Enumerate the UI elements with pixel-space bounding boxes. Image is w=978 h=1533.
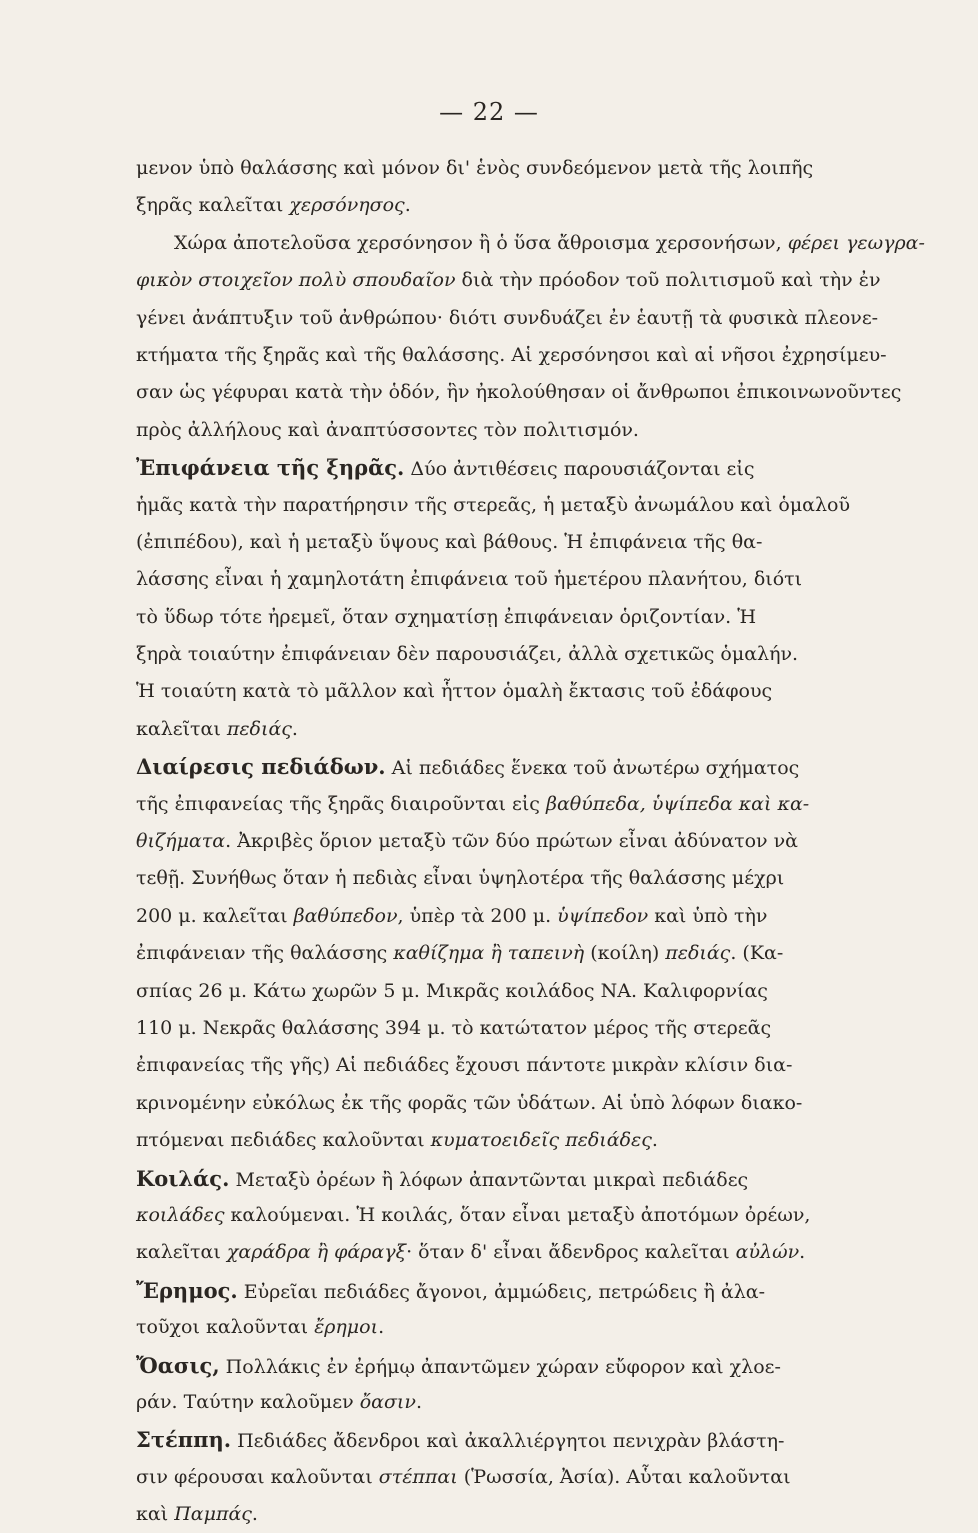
text-run: (Ῥωσσία, Ἀσία). Αὗται καλοῦνται — [457, 1465, 791, 1488]
text-run: πρὸς ἀλλήλους καὶ ἀναπτύσσοντες τὸν πολιτισμόν. — [136, 418, 639, 441]
section-heading: Ἐπιφάνεια τῆς ξηρᾶς. — [136, 455, 405, 481]
italic-term: αὐλών — [735, 1241, 800, 1264]
text-run: . — [415, 1390, 422, 1413]
text-run: μενον ὑπὸ θαλάσσης καὶ μόνον δι' ἑνὸς συνδεόμενον μετὰ τῆς λοιπῆς — [136, 157, 814, 179]
text-run: Χώρα ἀποτελοῦσα χερσόνησον ἢ ὁ ὕσα ἄθροισμα χερσονήσων, — [174, 231, 788, 254]
text-run: Ἡ τοιαύτη κατὰ τὸ μᾶλλον καὶ ἧττον ὁμαλὴ ἔκτασις τοῦ ἐδάφους — [136, 680, 773, 703]
text-run: σιν φέρουσαι καλοῦνται — [136, 1465, 379, 1488]
text-run: καλεῖται — [136, 1241, 227, 1264]
text-run: Εὐρεῖαι πεδιάδες ἄγονοι, ἀμμώδεις, πετρώδεις ἢ ἀλα- — [237, 1280, 766, 1303]
text-line — [136, 1384, 900, 1421]
text-run: · ὅταν δ' εἶναι ἄδενδρος καλεῖται — [406, 1241, 736, 1264]
text-run: Πολλάκις ἐν ἐρήμῳ ἀπαντῶμεν χώραν εὔφορον καὶ χλοε- — [219, 1355, 781, 1378]
text-run: 110 μ. Νεκρᾶς θαλάσσης 394 μ. τὸ κατώτατον μέρος τῆς στερεᾶς — [136, 1016, 772, 1039]
text-run: Μεταξὺ ὀρέων ἢ λόφων ἀπαντῶνται μικραὶ πεδιάδες — [229, 1168, 749, 1191]
italic-term: ὑψίπεδον — [557, 904, 649, 927]
italic-term: πεδιάς — [665, 942, 731, 965]
text-line — [136, 1122, 900, 1159]
italic-term: στέππαι — [378, 1465, 458, 1488]
page-text — [136, 150, 925, 1533]
text-run: καλούμεναι. Ἡ κοιλάς, ὅταν εἶναι μεταξὺ ἀποτόμων ὀρέων, — [224, 1203, 811, 1226]
text-line — [136, 898, 900, 935]
text-run: τεθῇ. Συνήθως ὅταν ἡ πεδιὰς εἶναι ὑψηλοτέρα τῆς θαλάσσης μέχρι — [136, 867, 785, 890]
text-run: καλεῖται — [136, 717, 227, 740]
text-run: πτόμεναι πεδιάδες καλοῦνται — [136, 1129, 431, 1152]
text-run: ξηρὰ τοιαύτην ἐπιφάνειαν δὲν παρουσιάζει, ἀλλὰ σχετικῶς ὁμαλήν. — [136, 643, 799, 666]
page-number: — 22 — — [439, 98, 539, 126]
text-run: λάσσης εἶναι ἡ χαμηλοτάτη ἐπιφάνεια τοῦ ἡμετέρου πλανήτου, διότι — [136, 568, 803, 591]
text-run: τὸ ὕδωρ τότε ἠρεμεῖ, ὅταν σχηματίσῃ ἐπιφάνειαν ὁριζοντίαν. Ἡ — [136, 605, 757, 628]
text-line — [136, 1272, 900, 1309]
text-line — [136, 823, 900, 860]
italic-term: βαθύπεδον — [293, 904, 398, 927]
text-run: . — [291, 717, 298, 740]
text-run: σαν ὡς γέφυραι κατὰ τὴν ὁδόν, ἣν ἠκολούθησαν οἱ ἄνθρωποι ἐπικοινωνοῦντες — [136, 381, 902, 404]
text-line — [136, 187, 900, 224]
text-run: . — [651, 1129, 658, 1152]
text-run: ἡμᾶς κατὰ τὴν παρατήρησιν τῆς στερεᾶς, ἡ μεταξὺ ἀνωμάλου καὶ ὁμαλοῦ — [136, 493, 851, 516]
text-line — [136, 673, 900, 710]
text-run: ράν. Ταύτην καλοῦμεν — [136, 1390, 360, 1413]
italic-term: φέρει γεωγρα- — [787, 231, 925, 254]
text-line — [136, 636, 900, 673]
section-heading: Κοιλάς. — [136, 1165, 230, 1191]
italic-term: χαράδρα ἢ φάραγξ — [226, 1241, 407, 1264]
text-line — [136, 225, 925, 262]
text-line — [136, 1160, 900, 1197]
text-run: . — [404, 194, 411, 217]
text-run: (κοίλη) — [584, 942, 666, 965]
text-run: Δύο ἀντιθέσεις παρουσιάζονται εἰς — [404, 458, 755, 481]
italic-term: χερσόνησος — [289, 194, 405, 217]
text-run: (ἐπιπέδου), καὶ ἡ μεταξὺ ὕψους καὶ βάθους. Ἡ ἐπιφάνεια τῆς θα- — [136, 530, 763, 553]
text-line — [136, 337, 900, 374]
text-run: τῆς ἐπιφανείας τῆς ξηρᾶς διαιροῦνται εἰς — [136, 792, 546, 815]
text-line — [136, 860, 900, 897]
text-line — [136, 748, 900, 785]
text-line — [136, 1496, 900, 1533]
text-run: . (Κα- — [730, 942, 784, 965]
text-run: καὶ — [136, 1503, 175, 1526]
text-line — [136, 1085, 900, 1122]
text-line — [136, 262, 900, 299]
italic-term: πεδιάς — [226, 717, 292, 740]
text-line — [136, 524, 900, 561]
text-line — [136, 1234, 900, 1271]
italic-term: καθίζημα ἢ ταπεινὴ — [393, 942, 585, 965]
section-heading: Διαίρεσις πεδιάδων. — [136, 754, 386, 780]
italic-term: Παμπάς — [174, 1503, 252, 1526]
text-line — [136, 1010, 900, 1047]
text-line — [136, 412, 900, 449]
text-run: διὰ τὴν πρόοδον τοῦ πολιτισμοῦ καὶ τὴν ἐν — [455, 269, 881, 292]
text-line — [136, 1047, 900, 1084]
text-run: ξηρᾶς καλεῖται — [136, 194, 290, 217]
text-line — [136, 1421, 900, 1458]
text-line — [136, 1309, 900, 1346]
text-run: . — [799, 1241, 806, 1264]
text-line — [136, 1197, 900, 1234]
text-line — [136, 150, 900, 187]
text-line — [136, 487, 900, 524]
text-line — [136, 973, 900, 1010]
italic-term: ἔρημοι — [314, 1316, 379, 1339]
text-line — [136, 786, 900, 823]
text-run: , ὑπὲρ τὰ 200 μ. — [397, 904, 558, 927]
text-run: . — [251, 1503, 258, 1526]
italic-term: κοιλάδες — [136, 1203, 225, 1226]
text-run: κτήματα τῆς ξηρᾶς καὶ τῆς θαλάσσης. Αἱ χερσόνησοι καὶ αἱ νῆσοι ἐχρησίμευ- — [136, 343, 887, 366]
text-run: γένει ἀνάπτυξιν τοῦ ἀνθρώπου· διότι συνδυάζει ἐν ἑαυτῇ τὰ φυσικὰ πλεονε- — [136, 306, 879, 329]
text-run: κρινομένην εὐκόλως ἐκ τῆς φορᾶς τῶν ὑδάτων. Αἱ ὑπὸ λόφων διακο- — [136, 1091, 803, 1114]
text-run: τοῦχοι καλοῦνται — [136, 1316, 315, 1339]
text-run: . Ἀκριβὲς ὅριον μεταξὺ τῶν δύο πρώτων εἶναι ἀδύνατον νὰ — [225, 830, 799, 853]
italic-term: βαθύπεδα, ὑψίπεδα καὶ κα- — [545, 792, 810, 815]
text-run: . — [378, 1316, 385, 1339]
section-heading: Ἔρημος. — [136, 1277, 238, 1303]
text-run: ἐπιφανείας τῆς γῆς) Αἱ πεδιάδες ἔχουσι πάντοτε μικρὰν κλίσιν δια- — [136, 1054, 793, 1077]
text-line — [136, 1347, 900, 1384]
text-line — [136, 599, 900, 636]
text-line — [136, 300, 900, 337]
text-run: ἐπιφάνειαν τῆς θαλάσσης — [136, 942, 394, 965]
text-run: καὶ ὑπὸ τὴν — [648, 904, 768, 927]
text-line — [136, 935, 900, 972]
text-line — [136, 374, 900, 411]
italic-term: φικὸν στοιχεῖον πολὺ σπουδαῖον — [136, 269, 456, 292]
italic-term: κυματοειδεῖς πεδιάδες — [430, 1129, 652, 1152]
text-run: σπίας 26 μ. Κάτω χωρῶν 5 μ. Μικρᾶς κοιλάδος ΝΑ. Καλιφορνίας — [136, 979, 768, 1002]
text-line — [136, 711, 900, 748]
italic-term: θιζήματα — [136, 830, 226, 853]
text-line — [136, 449, 900, 486]
text-line — [136, 561, 900, 598]
section-heading: Στέππη. — [136, 1427, 232, 1453]
section-heading: Ὄασις, — [136, 1352, 220, 1378]
italic-term: ὄασιν — [359, 1390, 416, 1413]
text-line — [136, 1459, 900, 1496]
text-run: Πεδιάδες ἄδενδροι καὶ ἀκαλλιέργητοι πενιχρὰν βλάστη- — [231, 1430, 785, 1453]
text-run: 200 μ. καλεῖται — [136, 904, 294, 927]
text-run: Αἱ πεδιάδες ἕνεκα τοῦ ἀνωτέρω σχήματος — [385, 757, 800, 780]
